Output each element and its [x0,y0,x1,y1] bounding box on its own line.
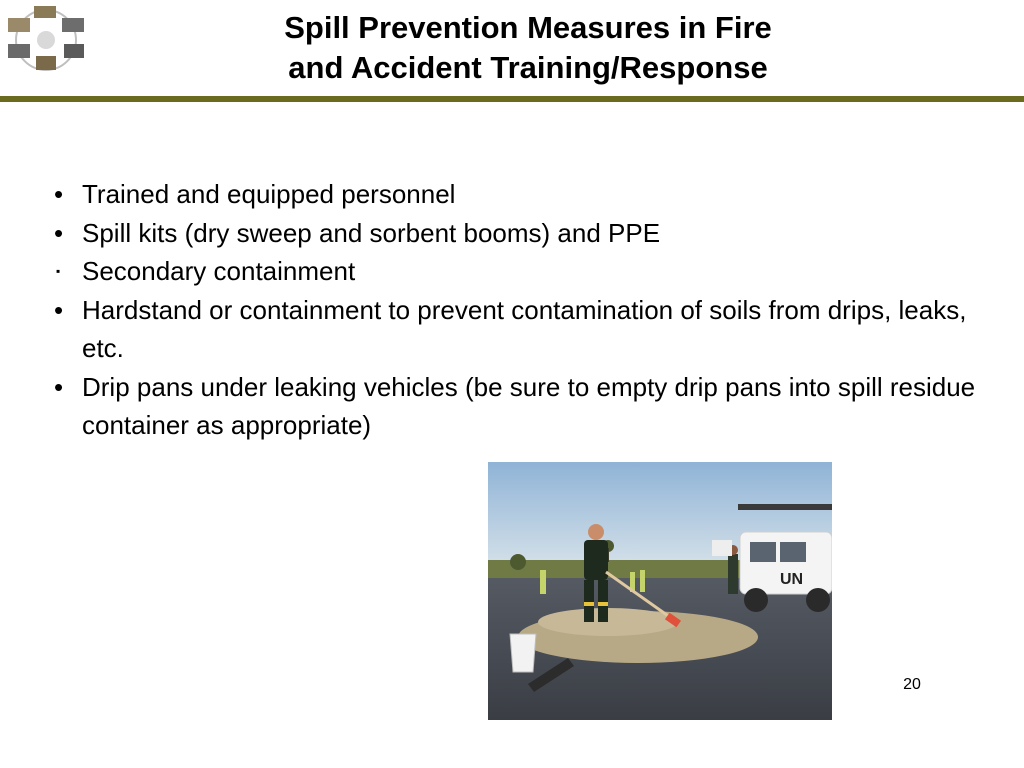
bullet-text: Spill kits (dry sweep and sorbent booms) and PPE [82,217,661,248]
bullet-text: Hardstand or containment to prevent contamination of soils from drips, leaks, etc. [82,294,967,363]
bullet-list [48,175,1008,445]
spill-response-photo [488,462,832,720]
bullet-text: Drip pans under leaking vehicles (be sure to empty drip pans into spill residue container as appropriate) [82,371,976,440]
bullet-marker: • [54,179,64,209]
vehicle-marking: UN [780,571,804,588]
title-line-1: Spill Prevention Measures in Fire [284,10,772,45]
bullet-item [48,291,1008,368]
bullet-text: Secondary containment [82,256,356,286]
organization-logo [4,4,88,74]
bullet-marker: • [54,371,64,402]
bullet-item [48,368,1008,445]
bullet-item [48,214,1008,253]
page-number: 20 [903,676,921,693]
bullet-text: Trained and equipped personnel [82,179,456,209]
bullet-item [48,175,1008,214]
slide-title [200,8,856,88]
title-line-2: and Accident Training/Response [288,50,768,85]
bullet-marker: ▪ [56,264,61,278]
bullet-marker: • [54,294,64,325]
title-divider [0,96,1024,102]
bullet-item [48,252,1008,291]
bullet-marker: • [54,217,64,248]
